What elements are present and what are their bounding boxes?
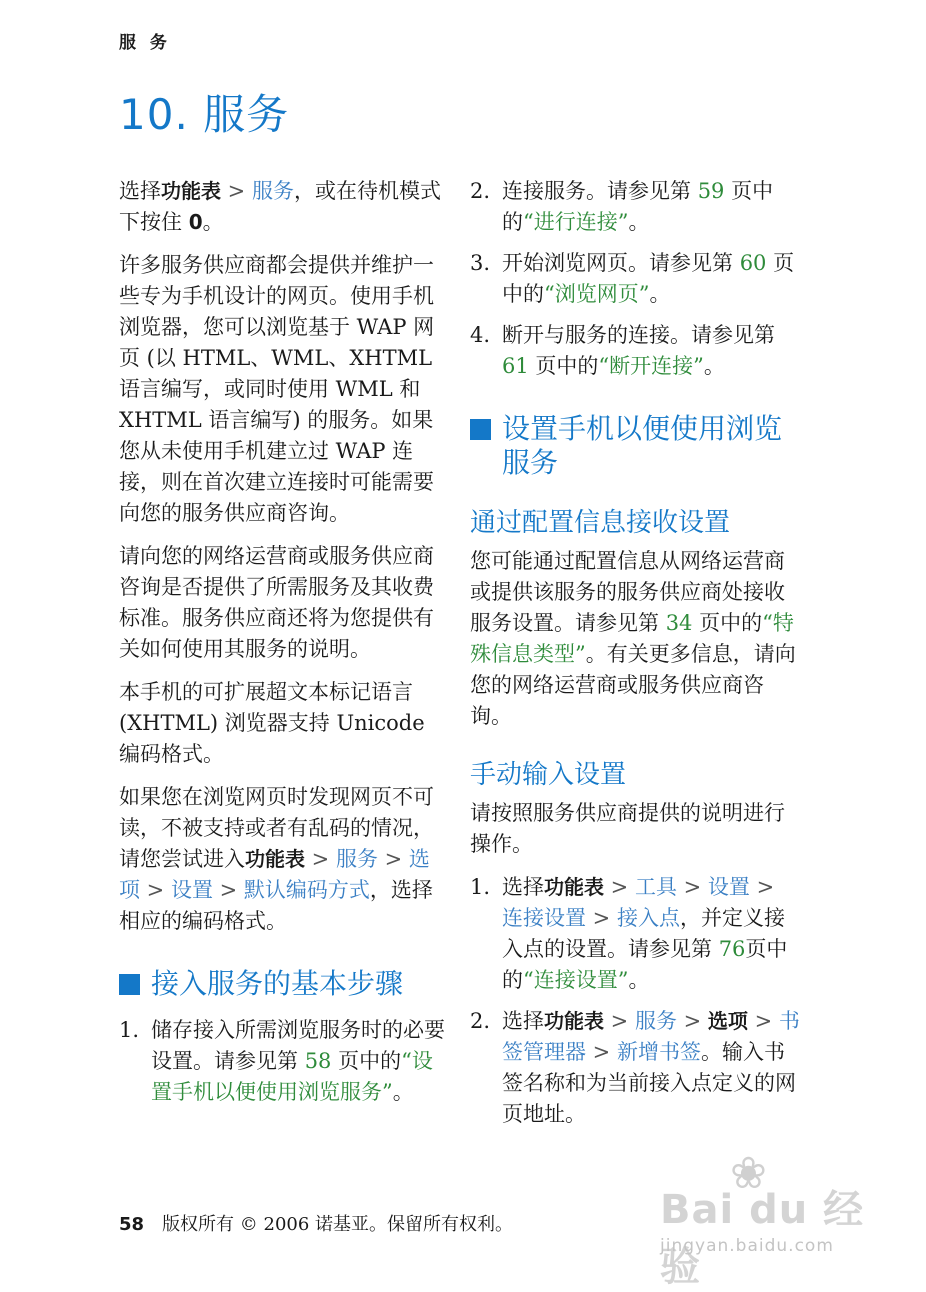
menu-path-item: 服务: [251, 179, 294, 203]
page-ref[interactable]: 34: [665, 611, 693, 635]
page-ref[interactable]: 76: [718, 937, 746, 961]
list-item: 4. 断开与服务的连接。请参见第 61 页中的“断开连接”。: [470, 323, 775, 378]
left-column: [119, 176, 449, 1118]
cross-ref-link[interactable]: “连接设置”: [523, 968, 629, 992]
copyright-text: 版权所有 © 2006 诺基亚。保留所有权利。: [162, 1214, 514, 1235]
square-bullet-icon: [119, 974, 140, 995]
steps-list: [119, 1015, 449, 1108]
body-paragraph: 您可能通过配置信息从网络运营商或提供该服务的服务供应商处接收服务设置。请参见第 34 页中的“特殊信息类型”。有关更多信息，请向您的网络运营商或服务供应商咨询。: [470, 549, 796, 728]
watermark: [660, 1148, 890, 1290]
list-item: 2. 连接服务。请参见第 59 页中的“进行连接”。: [470, 179, 774, 234]
page-ref[interactable]: 60: [739, 251, 767, 275]
chapter-title: 10. 服务: [119, 90, 290, 139]
right-column: [470, 176, 800, 1140]
menu-path-item: 功能表: [161, 179, 221, 203]
list-item: 1. 选择功能表 > 工具 > 设置 > 连接设置 > 接入点，并定义接入点的设置。请参见第 76页中的“连接设置”。: [470, 875, 788, 992]
steps-list-continued: [470, 176, 800, 382]
square-bullet-icon: [470, 419, 491, 440]
list-item: 3. 开始浏览网页。请参见第 60 页中的“浏览网页”。: [470, 251, 795, 306]
watermark-brand: Bai du 经验: [660, 1187, 865, 1290]
body-paragraph: 请向您的网络运营商或服务供应商咨询是否提供了所需服务及其收费标准。服务供应商还将为您提供有关如何使用其服务的说明。: [119, 544, 434, 661]
subsection-heading: 通过配置信息接收设置: [470, 508, 731, 538]
subsection-heading: 手动输入设置: [470, 760, 627, 790]
list-item: 2. 选择功能表 > 服务 > 选项 > 书签管理器 > 新增书签。输入书签名称和为当前接入点定义的网页地址。: [470, 1009, 800, 1126]
section-heading: 设置手机以便使用浏览服务: [470, 412, 800, 480]
cross-ref-link[interactable]: “断开连接”: [598, 354, 704, 378]
watermark-url: jingyan.baidu.com: [660, 1236, 834, 1256]
page-ref[interactable]: 58: [304, 1049, 332, 1073]
body-paragraph: 请按照服务供应商提供的说明进行操作。: [470, 801, 785, 856]
running-head: 服 务: [119, 33, 171, 53]
page-footer: [119, 1210, 513, 1236]
page-ref[interactable]: 59: [697, 179, 725, 203]
manual-steps-list: [470, 872, 800, 1130]
encoding-paragraph: 如果您在浏览网页时发现网页不可读，不被支持或者有乱码的情况，请您尝试进入功能表 > 服务 > 选项 > 设置 > 默认编码方式，选择相应的编码格式。: [119, 785, 434, 933]
body-paragraph: 本手机的可扩展超文本标记语言 (XHTML) 浏览器支持 Unicode 编码格式。: [119, 680, 425, 766]
cross-ref-link[interactable]: “设置手机以便使用浏览服务”: [151, 1049, 433, 1104]
cross-ref-link[interactable]: “特殊信息类型”: [470, 611, 794, 666]
intro-paragraph: 选择功能表 > 服务，或在待机模式下按住 0。: [119, 179, 441, 234]
list-item: 1. 储存接入所需浏览服务时的必要设置。请参见第 58 页中的“设置手机以便使用浏览服务”。: [119, 1018, 445, 1104]
body-paragraph: 许多服务供应商都会提供并维护一些专为手机设计的网页。使用手机浏览器，您可以浏览基于 WAP 网页 (以 HTML、WML、XHTML 语言编写，或同时使用 WML 和 XHTML 语言编写) 的服务。如果您从未使用手机建立过 WAP 连接，则在首次建立连接时可能需要向您的服务供应商咨询。: [119, 253, 435, 525]
cross-ref-link[interactable]: “进行连接”: [523, 210, 629, 234]
key-label: 0: [188, 210, 203, 234]
page-ref[interactable]: 61: [502, 354, 529, 378]
page-number: 58: [119, 1214, 145, 1235]
cross-ref-link[interactable]: “浏览网页”: [544, 282, 650, 306]
section-heading: 接入服务的基本步骤: [119, 967, 449, 1001]
paw-logo-icon: ❀: [730, 1148, 767, 1199]
